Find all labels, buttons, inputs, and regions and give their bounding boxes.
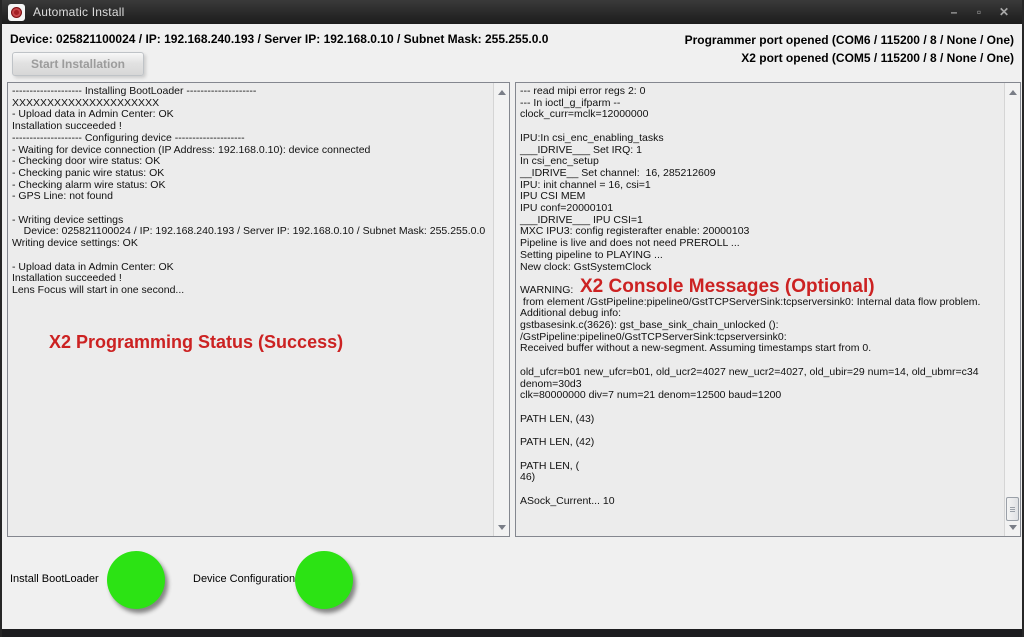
left-panel-scrollbar[interactable] bbox=[493, 83, 509, 536]
log-line: 46) bbox=[520, 471, 536, 484]
log-line bbox=[520, 402, 1003, 414]
scroll-down-icon[interactable] bbox=[1005, 519, 1021, 535]
log-line: XXXXXXXXXXXXXXXXXXXXX bbox=[12, 96, 160, 109]
scroll-up-icon[interactable] bbox=[494, 84, 510, 100]
log-line: - Checking panic wire status: OK bbox=[12, 166, 165, 179]
title-bar bbox=[2, 0, 1022, 24]
log-line: clk=80000000 div=7 num=21 denom=12500 baud=1200 bbox=[520, 389, 782, 402]
minimize-button[interactable]: – bbox=[950, 5, 958, 19]
log-line: -------------------- Installing BootLoader -------------------- bbox=[12, 85, 257, 97]
log-line: - GPS Line: not found bbox=[12, 190, 113, 203]
log-line bbox=[520, 484, 1003, 496]
programming-status-panel[interactable] bbox=[7, 82, 510, 537]
window-controls bbox=[946, 0, 1012, 24]
log-line: ___IDRIVE___ IPU CSI=1 bbox=[520, 213, 643, 226]
programming-status-annotation: X2 Programming Status (Success) bbox=[49, 332, 344, 352]
log-line: Installation succeeded ! bbox=[12, 120, 122, 133]
programming-log bbox=[8, 83, 492, 536]
device-configuration-status-light bbox=[295, 551, 353, 609]
log-line: --- In ioctl_g_ifparm -- bbox=[520, 96, 621, 109]
programmer-port-status: Programmer port opened (COM6 / 115200 / 8 / None / One) bbox=[684, 33, 1014, 47]
log-line: Setting pipeline to PLAYING ... bbox=[520, 248, 663, 261]
log-line: Writing device settings: OK bbox=[12, 237, 138, 250]
console-messages-panel[interactable] bbox=[515, 82, 1021, 537]
device-configuration-label: Device Configuration bbox=[193, 573, 296, 585]
log-line bbox=[520, 449, 1003, 461]
install-bootloader-label: Install BootLoader bbox=[10, 573, 99, 585]
log-line: Device: 025821100024 / IP: 192.168.240.193 / Server IP: 192.168.0.10 / Subnet Mask: 255.255.0.0 bbox=[12, 225, 486, 238]
scroll-down-icon[interactable] bbox=[494, 519, 510, 535]
log-line: __IDRIVE__ Set channel: 16, 285212609 bbox=[520, 166, 716, 179]
log-line: /GstPipeline:pipeline0/GstTCPServerSink:tcpserversink0: bbox=[520, 330, 787, 343]
device-info-text: Device: 025821100024 / IP: 192.168.240.193 / Server IP: 192.168.0.10 / Subnet Mask: 255.255.0.0 bbox=[10, 32, 549, 46]
log-line: - Upload data in Admin Center: OK bbox=[12, 260, 174, 273]
window-title: Automatic Install bbox=[33, 5, 125, 19]
log-line: from element /GstPipeline:pipeline0/GstTCPServerSink:tcpserversink0: Internal data flow problem. bbox=[520, 295, 981, 308]
log-line: PATH LEN, ( bbox=[520, 459, 580, 472]
log-line: - Checking door wire status: OK bbox=[12, 155, 161, 168]
log-line: - Checking alarm wire status: OK bbox=[12, 178, 166, 191]
log-line: denom=30d3 bbox=[520, 377, 582, 390]
log-line: ASock_Current... 10 bbox=[520, 494, 615, 507]
log-line bbox=[12, 250, 492, 262]
log-line: New clock: GstSystemClock bbox=[520, 260, 652, 273]
log-line: - Writing device settings bbox=[12, 213, 124, 226]
console-log bbox=[516, 83, 1003, 536]
log-line: Lens Focus will start in one second... bbox=[12, 283, 185, 296]
app-icon bbox=[8, 4, 25, 21]
close-button[interactable]: ✕ bbox=[998, 5, 1010, 19]
scrollbar-thumb[interactable] bbox=[1006, 497, 1019, 521]
log-line: PATH LEN, (43) bbox=[520, 412, 595, 425]
log-line: - Waiting for device connection (IP Address: 192.168.0.10): device connected bbox=[12, 143, 371, 156]
right-panel-scrollbar[interactable] bbox=[1004, 83, 1020, 536]
log-line: -------------------- Configuring device -------------------- bbox=[12, 131, 245, 144]
log-line: Installation succeeded ! bbox=[12, 272, 122, 285]
app-logo-icon bbox=[11, 7, 22, 18]
scroll-up-icon[interactable] bbox=[1005, 84, 1021, 100]
log-line: PATH LEN, (42) bbox=[520, 436, 595, 449]
log-line: ___IDRIVE___ Set IRQ: 1 bbox=[520, 143, 642, 156]
log-line: IPU CSI MEM bbox=[520, 190, 586, 203]
log-line: old_ufcr=b01 new_ufcr=b01, old_ucr2=4027 new_ucr2=4027, old_ubir=29 num=14, old_ubmr=c34 bbox=[520, 365, 979, 378]
log-line: IPU: init channel = 16, csi=1 bbox=[520, 178, 651, 191]
log-line: clock_curr=mclk=12000000 bbox=[520, 108, 649, 121]
log-line: Pipeline is live and does not need PREROLL ... bbox=[520, 237, 740, 250]
log-line: WARNING: bbox=[520, 283, 574, 296]
log-line: MXC IPU3: config registerafter enable: 20000103 bbox=[520, 225, 750, 238]
log-line: IPU:In csi_enc_enabling_tasks bbox=[520, 131, 664, 144]
log-line: gstbasesink.c(3626): gst_base_sink_chain_unlocked (): bbox=[520, 319, 779, 332]
maximize-button[interactable]: ▫ bbox=[976, 5, 982, 19]
log-line: - Upload data in Admin Center: OK bbox=[12, 108, 174, 121]
log-line: In csi_enc_setup bbox=[520, 155, 599, 168]
window-bottom-bar bbox=[2, 629, 1022, 637]
console-messages-annotation: X2 Console Messages (Optional) bbox=[580, 276, 875, 297]
start-installation-button[interactable]: Start Installation bbox=[12, 52, 144, 76]
log-line bbox=[12, 203, 492, 215]
log-line: IPU conf=20000101 bbox=[520, 202, 614, 215]
x2-port-status: X2 port opened (COM5 / 115200 / 8 / None / One) bbox=[741, 51, 1014, 65]
log-line: Additional debug info: bbox=[520, 307, 621, 320]
log-line: Received buffer without a new-segment. Assuming timestamps start from 0. bbox=[520, 342, 872, 355]
log-line: --- read mipi error regs 2: 0 bbox=[520, 85, 646, 97]
install-bootloader-status-light bbox=[107, 551, 165, 609]
